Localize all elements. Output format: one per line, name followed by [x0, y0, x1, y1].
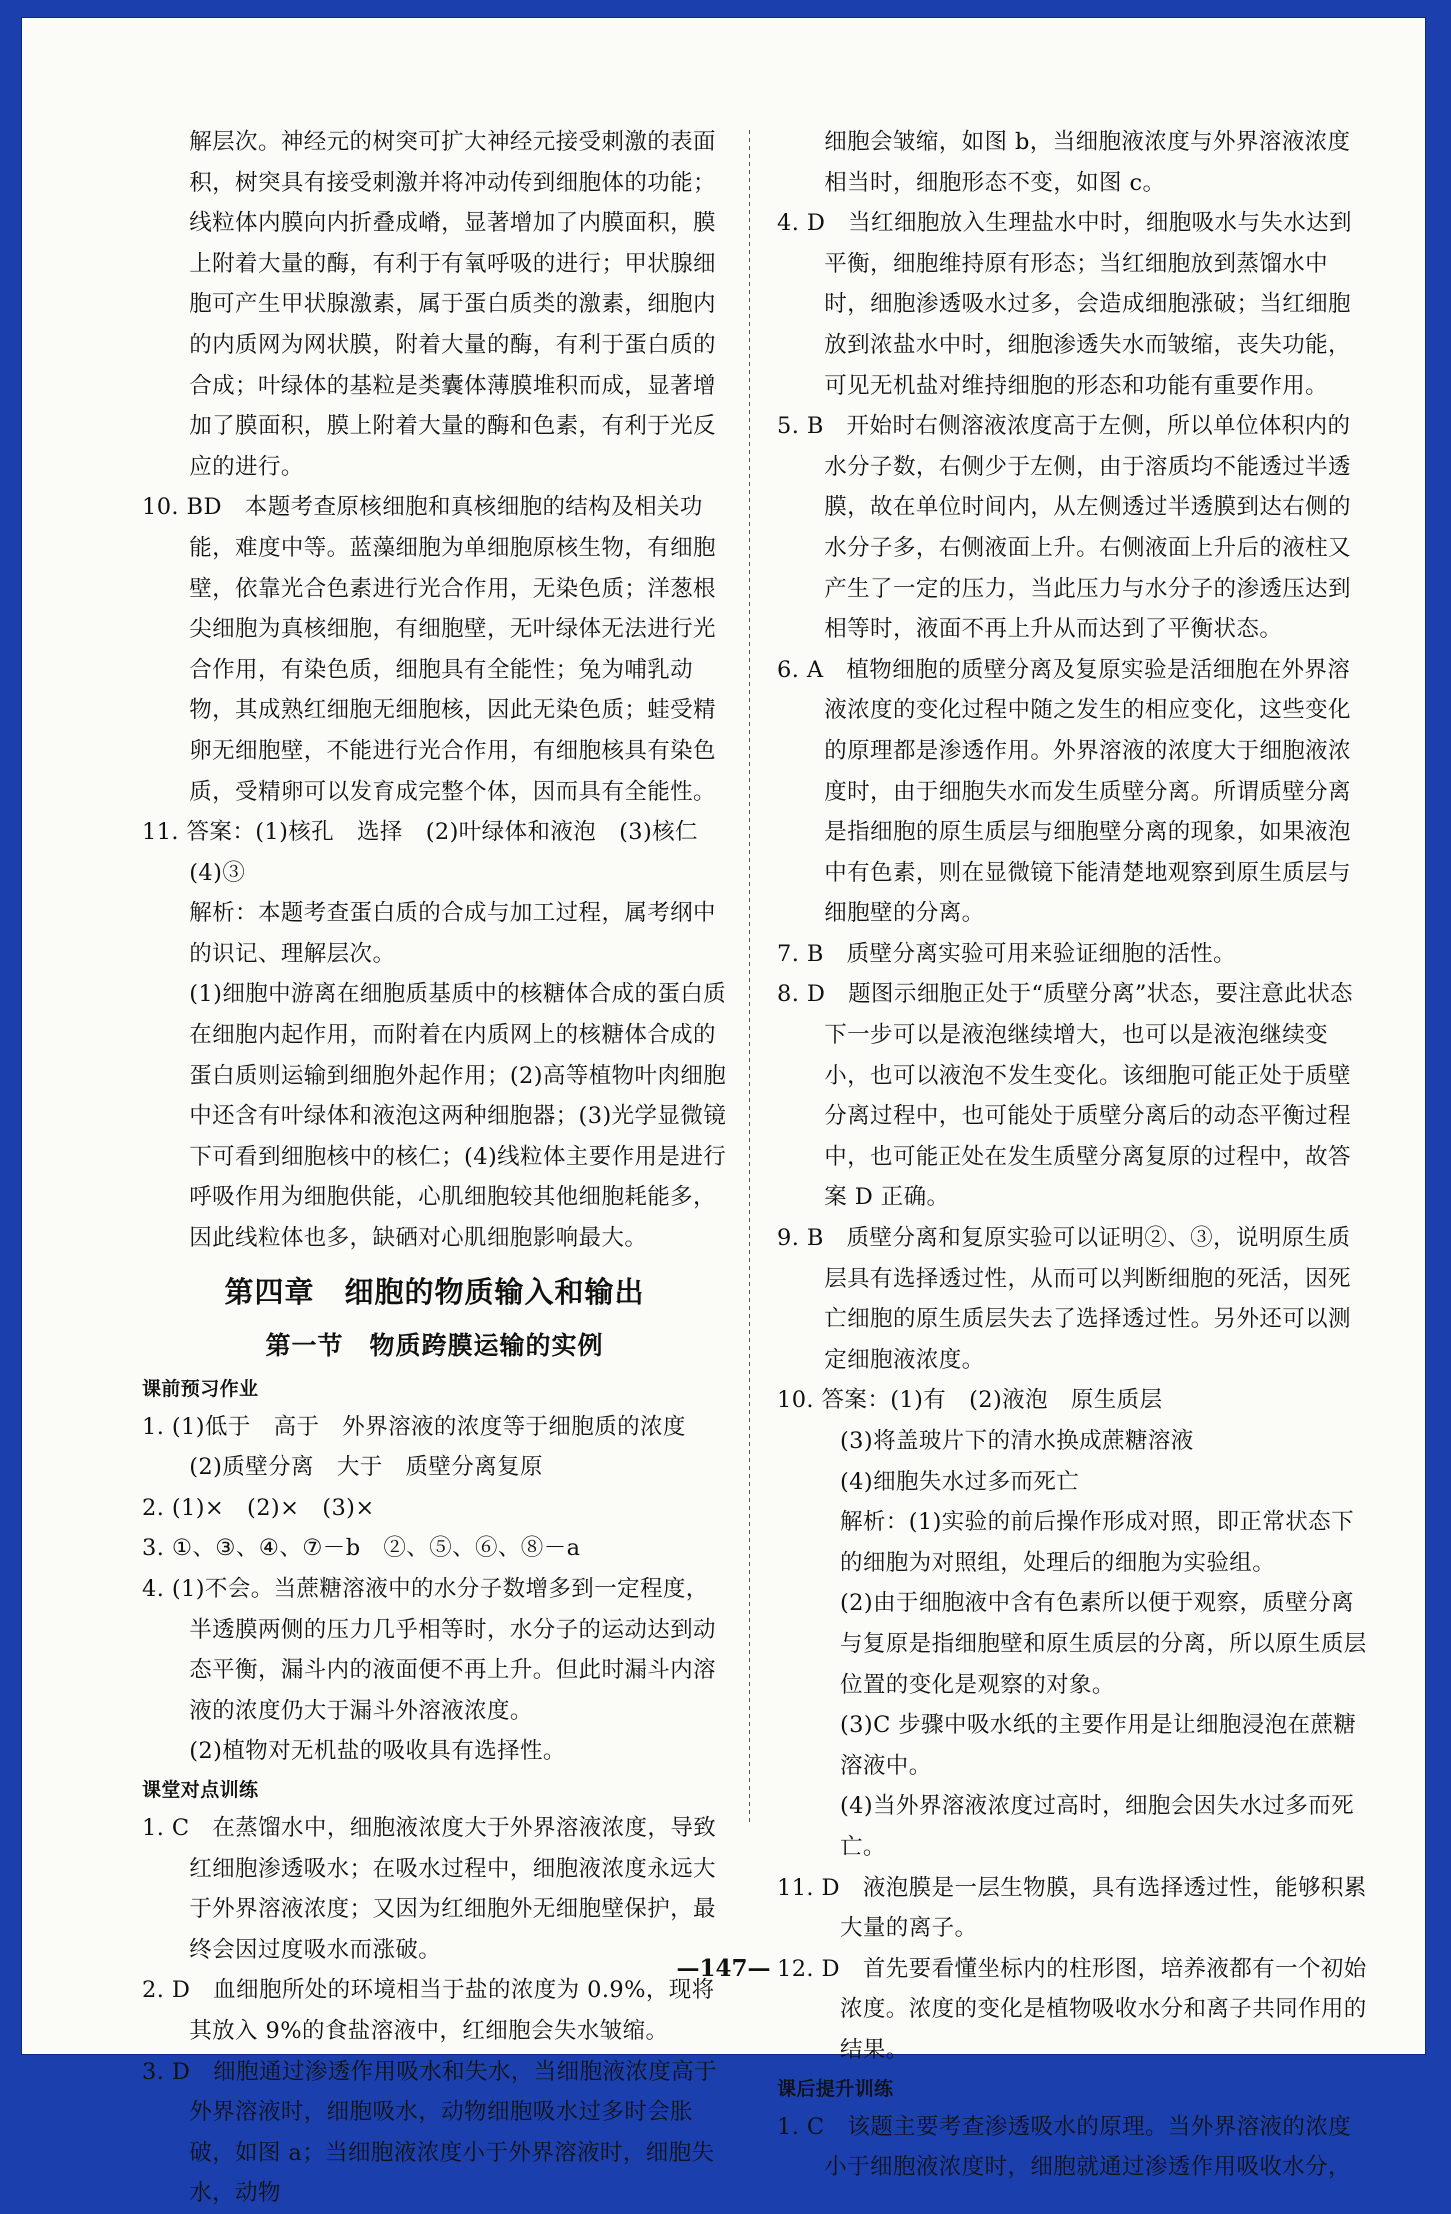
- class-answers: [142, 1808, 727, 2214]
- column-divider: [749, 130, 750, 1825]
- answer-paragraph: 10. 答案：(1)有 (2)液泡 原生质层: [777, 1387, 1163, 1414]
- answer-paragraph: (4)细胞失水过多而死亡: [840, 1468, 1080, 1495]
- answer-paragraph: 7. B 质壁分离实验可用来验证细胞的活性。: [777, 940, 1236, 967]
- chapter-title: 第四章 细胞的物质输入和输出: [224, 1274, 645, 1309]
- left-column: [142, 122, 727, 2214]
- answer-paragraph: 3. D 细胞通过渗透作用吸水和失水，当细胞液浓度高于外界溶液时，细胞吸水，动物细胞吸水过多时会胀破，如图 a；当细胞液浓度小于外界溶液时，细胞失水，动物: [142, 2058, 717, 2207]
- answer-paragraph: 细胞会皱缩，如图 b，当细胞液浓度与外界溶液浓度相当时，细胞形态不变，如图 c。: [824, 129, 1351, 196]
- answer-paragraph: 1. (1)低于 高于 外界溶液的浓度等于细胞质的浓度 (2)质壁分离 大于 质壁分离复原: [142, 1413, 709, 1481]
- answer-paragraph: 10. BD 本题考查原核细胞和真核细胞的结构及相关功能，难度中等。蓝藻细胞为单细胞原核生物，有细胞壁，依靠光合色素进行光合作用，无染色质；洋葱根尖细胞为真核细胞，有细胞壁，无叶绿体无法进行光合作用，有染色质，细胞具有全能性；兔为哺乳动物，其成熟红细胞无细胞核，因此无染色质；蛙受精卵无细胞壁，不能进行光合作用，有细胞核具有染色质，受精卵可以发育成完整个体，因而具有全能性。: [142, 494, 716, 805]
- left-paragraphs: [142, 122, 727, 1259]
- after-answers: [777, 2107, 1367, 2188]
- answer-paragraph: 8. D 题图示细胞正处于“质壁分离”状态，要注意此状态下一步可以是液泡继续增大，也可以是液泡继续变小，也可以液泡不发生变化。该细胞可能正处于质壁分离过程中，也可能处于质壁分离后的动态平衡过程中，也可能正处在发生质壁分离复原的过程中，故答案 D 正确。: [777, 981, 1353, 1211]
- answer-paragraph: 解析：本题考查蛋白质的合成与加工过程，属考纲中的识记、理解层次。: [189, 900, 716, 967]
- heading-after-class-training: 课后提升训练: [777, 2077, 894, 2100]
- preview-answers: [142, 1407, 727, 1772]
- answer-paragraph: (4)当外界溶液浓度过高时，细胞会因失水过多而死亡。: [840, 1793, 1354, 1860]
- answer-paragraph: 5. B 开始时右侧溶液浓度高于左侧，所以单位体积内的水分子数，右侧少于左侧，由于溶质均不能透过半透膜，故在单位时间内，从左侧透过半透膜到达右侧的水分子多，右侧液面上升。右侧液面上升后的液柱又产生了一定的压力，当此压力与水分子的渗透压达到相等时，液面不再上升从而达到了平衡状态。: [777, 413, 1351, 643]
- answer-paragraph: 4. D 当红细胞放入生理盐水中时，细胞吸水与失水达到平衡，细胞维持原有形态；当红细胞放到蒸馏水中时，细胞渗透吸水过多，会造成细胞涨破；当红细胞放到浓盐水中时，细胞渗透失水而皱缩，丧失功能，可见无机盐对维持细胞的形态和功能有重要作用。: [777, 210, 1352, 399]
- answer-paragraph: (2)植物对无机盐的吸收具有选择性。: [189, 1738, 566, 1765]
- answer-paragraph: 11. D 液泡膜是一层生物膜，具有选择透过性，能够积累大量的离子。: [777, 1874, 1367, 1942]
- answer-paragraph: 2. D 血细胞所处的环境相当于盐的浓度为 0.9%，现将其放入 9%的食盐溶液中，红细胞会失水皱缩。: [142, 1977, 715, 2044]
- page-number: —147—: [676, 1955, 771, 1982]
- answer-paragraph: 1. C 在蒸馏水中，细胞液浓度大于外界溶液浓度，导致红细胞渗透吸水；在吸水过程中，细胞液浓度永远大于外界溶液浓度；又因为红细胞外无细胞壁保护，最终会因过度吸水而涨破。: [142, 1814, 717, 1963]
- answer-paragraph: 2. (1)× (2)× (3)×: [142, 1494, 375, 1521]
- answer-paragraph: (3)将盖玻片下的清水换成蔗糖溶液: [840, 1428, 1194, 1454]
- section-title: 第一节 物质跨膜运输的实例: [265, 1330, 604, 1360]
- answer-paragraph: 解析：(1)实验的前后操作形成对照，即正常状态下的细胞为对照组，处理后的细胞为实验组。: [840, 1509, 1354, 1576]
- answer-paragraph: 1. C 该题主要考查渗透吸水的原理。当外界溶液的浓度小于细胞液浓度时，细胞就通过渗透作用吸收水分，: [777, 2113, 1352, 2181]
- heading-preview-homework: 课前预习作业: [142, 1377, 259, 1400]
- answer-paragraph: (3)C 步骤中吸水纸的主要作用是让细胞浸泡在蔗糖溶液中。: [840, 1712, 1357, 1779]
- answer-paragraph: 9. B 质壁分离和复原实验可以证明②、③，说明原生质层具有选择透过性，从而可以判断细胞的死活，因死亡细胞的原生质层失去了选择透过性。另外还可以测定细胞液浓度。: [777, 1225, 1351, 1373]
- answer-paragraph: 12. D 首先要看懂坐标内的柱形图，培养液都有一个初始浓度。浓度的变化是植物吸收水分和离子共同作用的结果。: [777, 1955, 1367, 2063]
- answer-paragraph: 6. A 植物细胞的质壁分离及复原实验是活细胞在外界溶液浓度的变化过程中随之发生的相应变化，这些变化的原理都是渗透作用。外界溶液的浓度大于细胞液浓度时，由于细胞失水而发生质壁分离。所谓质壁分离是指细胞的原生质层与细胞壁分离的现象，如果液泡中有色素，则在显微镜下能清楚地观察到原生质层与细胞壁的分离。: [777, 656, 1351, 927]
- answer-paragraph: 4. (1)不会。当蔗糖溶液中的水分子数增多到一定程度，半透膜两侧的压力几乎相等时，水分子的运动达到动态平衡，漏斗内的液面便不再上升。但此时漏斗内溶液的浓度仍大于漏斗外溶液浓度。: [142, 1576, 716, 1724]
- answer-paragraph: (2)由于细胞液中含有色素所以便于观察，质壁分离与复原是指细胞壁和原生质层的分离，所以原生质层位置的变化是观察的对象。: [840, 1590, 1367, 1698]
- answer-paragraph: (1)细胞中游离在细胞质基质中的核糖体合成的蛋白质在细胞内起作用，而附着在内质网上的核糖体合成的蛋白质则运输到细胞外起作用；(2)高等植物叶肉细胞中还含有叶绿体和液泡这两种细胞器；(3)光学显微镜下可看到细胞核中的核仁；(4)线粒体主要作用是进行呼吸作用为细胞供能，心肌细胞较其他细胞耗能多，因此线粒体也多，缺硒对心肌细胞影响最大。: [189, 981, 727, 1252]
- answer-paragraph: 3. ①、③、④、⑦－b ②、⑤、⑥、⑧－a: [142, 1535, 581, 1562]
- answer-paragraph: 11. 答案：(1)核孔 选择 (2)叶绿体和液泡 (3)核仁 (4)③: [142, 819, 721, 886]
- answer-paragraph: 解层次。神经元的树突可扩大神经元接受刺激的表面积，树突具有接受刺激并将冲动传到细胞体的功能；线粒体内膜向内折叠成嵴，显著增加了内膜面积，膜上附着大量的酶，有利于有氧呼吸的进行；甲状腺细胞可产生甲状腺激素，属于蛋白质类的激素，细胞内的内质网为网状膜，附着大量的酶，有利于蛋白质的合成；叶绿体的基粒是类囊体薄膜堆积而成，显著增加了膜面积，膜上附着大量的酶和色素，有利于光反应的进行。: [189, 129, 716, 480]
- right-column: [777, 122, 1367, 2188]
- page-sheet: [22, 18, 1425, 2207]
- right-paragraphs: [777, 122, 1367, 2071]
- heading-class-training: 课堂对点训练: [142, 1778, 259, 1801]
